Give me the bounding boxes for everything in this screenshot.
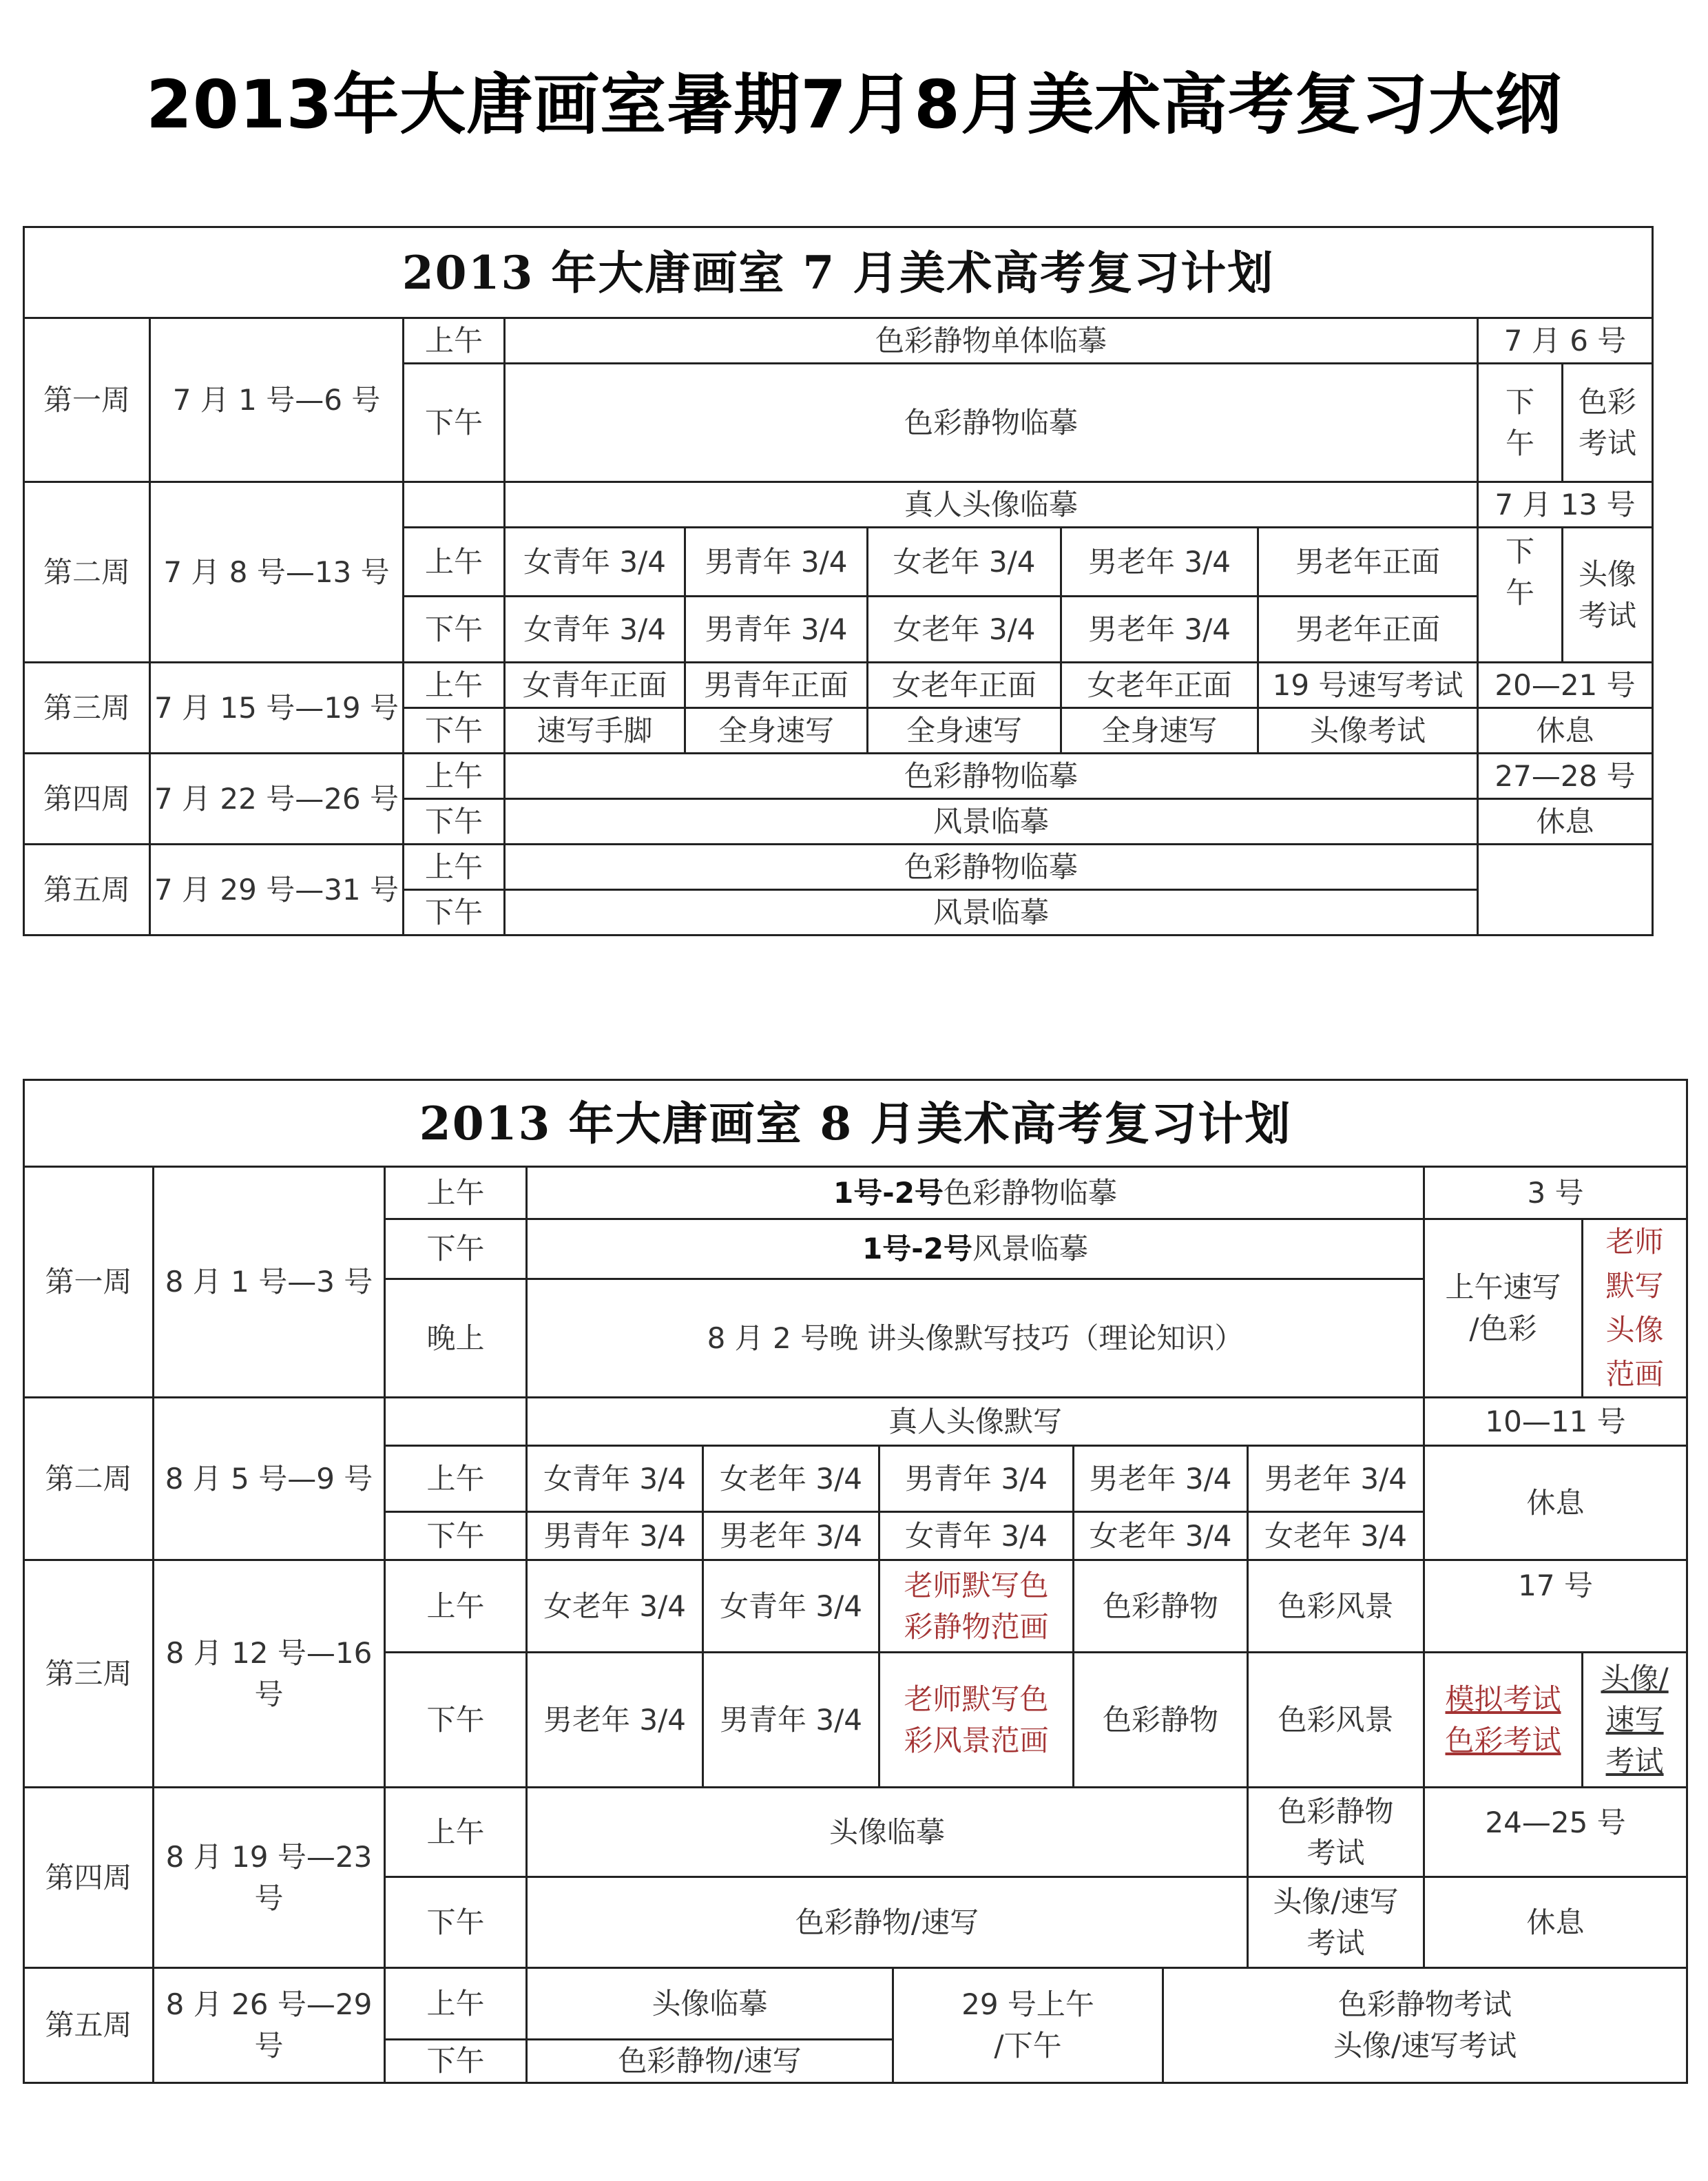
aug-week3-am-cell: 色彩静物 [1074,1560,1248,1653]
july-week2-pm-label: 下午 [404,597,505,663]
july-week2-side-pm-text: 下 午 [1505,535,1534,610]
july-week2-dates: 7 月 8 号—13 号 [150,482,404,663]
aug-week3-label: 第三周 [24,1560,154,1788]
aug-week2-dates: 8 月 5 号—9 号 [154,1398,385,1560]
aug-week2-blank [385,1398,527,1446]
aug-week4-label: 第四周 [24,1788,154,1968]
july-week2-pm-cell: 女青年 3/4 [505,597,685,663]
july-week3-am-cell: 男青年正面 [685,663,868,708]
july-week2-am-cell: 男老年 3/4 [1061,528,1258,597]
aug-week3-pm-teacher-demo-text: 老师默写色 彩风景范画 [904,1682,1049,1757]
aug-week1-side-right-text: 老师 默写 头像 范画 [1605,1225,1664,1391]
july-week3-am-label: 上午 [404,663,505,708]
aug-week3-am-teacher-demo [879,1560,1074,1653]
aug-week4-pm-exam [1248,1877,1424,1968]
july-week4-label: 第四周 [24,754,150,845]
august-schedule-table [23,1079,1688,2084]
aug-week4-dates [154,1788,385,1968]
july-week2-am-label: 上午 [404,528,505,597]
aug-week3-side-left-text: 模拟考试 色彩考试 [1445,1682,1561,1757]
july-week2-am-cell: 男老年正面 [1258,528,1478,597]
aug-week1-evening-task: 8 月 2 号晚 讲头像默写技巧（理论知识） [527,1279,1424,1398]
aug-week3-pm-cell: 男老年 3/4 [527,1653,703,1788]
july-plan-title: 2013 年大唐画室 7 月美术高考复习计划 [24,227,1653,318]
aug-week1-dates: 8 月 1 号—3 号 [154,1167,385,1398]
aug-week4-pm-exam-text: 头像/速写 考试 [1273,1884,1399,1960]
july-week3-am-cell: 女青年正面 [505,663,685,708]
aug-week1-pm-bold: 1号-2号 [862,1232,972,1265]
july-week4-side-am: 27—28 号 [1478,754,1653,799]
aug-week3-pm-label: 下午 [385,1653,527,1788]
july-week2-am-cell: 女老年 3/4 [868,528,1061,597]
july-schedule-table [23,226,1654,936]
aug-week1-evening-label: 晚上 [385,1279,527,1398]
aug-week4-am-exam-text: 色彩静物 考试 [1278,1794,1394,1870]
aug-week3-side-left [1424,1653,1583,1788]
aug-week2-label: 第二周 [24,1398,154,1560]
july-week2-am-cell: 女青年 3/4 [505,528,685,597]
aug-week3-am-label: 上午 [385,1560,527,1653]
aug-week3-pm-cell: 男青年 3/4 [703,1653,879,1788]
july-week3-label: 第三周 [24,663,150,754]
aug-week1-pm-task [527,1219,1424,1279]
aug-week5-exam-date-text: 29 号上午 /下午 [961,1987,1094,2063]
aug-week5-label: 第五周 [24,1968,154,2083]
aug-week5-dates [154,1968,385,2083]
aug-week2-pm-cell: 男青年 3/4 [527,1512,703,1560]
aug-week1-pm-label: 下午 [385,1219,527,1279]
july-week3-pm-cell: 速写手脚 [505,708,685,754]
july-week1-pm-task: 色彩静物临摹 [505,364,1478,482]
aug-week3-am-cell: 女青年 3/4 [703,1560,879,1653]
july-week2-label: 第二周 [24,482,150,663]
aug-week3-side-right [1583,1653,1687,1788]
aug-week1-label: 第一周 [24,1167,154,1398]
july-week3-side-am: 20—21 号 [1478,663,1653,708]
aug-week4-pm-label: 下午 [385,1877,527,1968]
july-week2-pm-cell: 男青年 3/4 [685,597,868,663]
aug-week1-side-right [1583,1219,1687,1398]
july-week3-pm-cell: 全身速写 [1061,708,1258,754]
aug-week4-am-label: 上午 [385,1788,527,1877]
july-week3-am-cell: 19 号速写考试 [1258,663,1478,708]
july-week2-side-date: 7 月 13 号 [1478,482,1653,528]
july-week3-pm-cell: 全身速写 [868,708,1061,754]
july-week2-pm-cell: 女老年 3/4 [868,597,1061,663]
july-week1-am-label: 上午 [404,318,505,364]
page-title: 2013年大唐画室暑期7月8月美术高考复习大纲 [146,66,1562,143]
aug-week3-am-cell: 色彩风景 [1248,1560,1424,1653]
july-week4-pm-label: 下午 [404,799,505,845]
july-week1-am-task: 色彩静物单体临摹 [505,318,1478,364]
aug-week2-am-cell: 女老年 3/4 [703,1446,879,1512]
aug-week3-pm-cell: 色彩静物 [1074,1653,1248,1788]
july-week4-pm-task: 风景临摹 [505,799,1478,845]
july-week5-side-empty [1478,845,1653,936]
july-week2-side-exam-text: 头像 考试 [1579,557,1637,632]
july-week4-dates: 7 月 22 号—26 号 [150,754,404,845]
july-week3-dates: 7 月 15 号—19 号 [150,663,404,754]
aug-week2-pm-cell: 男老年 3/4 [703,1512,879,1560]
july-week1-pm-label: 下午 [404,364,505,482]
july-week1-side-pm [1478,364,1563,482]
aug-week3-side-date: 17 号 [1424,1560,1687,1653]
july-week1-side-pm-text: 下 午 [1505,384,1534,460]
july-week5-am-task: 色彩静物临摹 [505,845,1478,890]
aug-week2-am-cell: 男老年 3/4 [1248,1446,1424,1512]
aug-week3-pm-teacher-demo [879,1653,1074,1788]
aug-week4-dates-text: 8 月 19 号—23 号 [165,1839,373,1915]
aug-week2-side-rest: 休息 [1424,1446,1687,1560]
aug-week2-pm-cell: 女老年 3/4 [1074,1512,1248,1560]
july-week1-dates: 7 月 1 号—6 号 [150,318,404,482]
aug-week5-exam-tasks-text: 色彩静物考试 头像/速写考试 [1333,1987,1517,2063]
july-week2-side-pm [1478,528,1563,663]
july-week4-side-pm: 休息 [1478,799,1653,845]
july-week5-pm-task: 风景临摹 [505,890,1478,936]
aug-week1-side-date: 3 号 [1424,1167,1687,1219]
july-week4-am-task: 色彩静物临摹 [505,754,1478,799]
july-week2-am-cell: 男青年 3/4 [685,528,868,597]
aug-week4-side-rest: 休息 [1424,1877,1687,1968]
aug-week2-side-date: 10—11 号 [1424,1398,1687,1446]
aug-week1-am-label: 上午 [385,1167,527,1219]
july-week1-label: 第一周 [24,318,150,482]
aug-week2-pm-cell: 女青年 3/4 [879,1512,1074,1560]
july-week3-am-cell: 女老年正面 [868,663,1061,708]
aug-week1-side-left-text: 上午速写 /色彩 [1445,1270,1561,1345]
july-week5-label: 第五周 [24,845,150,936]
aug-week5-dates-text: 8 月 26 号—29 号 [165,1987,373,2063]
aug-week2-am-cell: 女青年 3/4 [527,1446,703,1512]
july-week4-am-label: 上午 [404,754,505,799]
aug-week1-am-bold: 1号-2号 [833,1175,944,1210]
july-week1-side-exam [1563,364,1653,482]
aug-week4-am-task: 头像临摹 [527,1788,1248,1877]
aug-week2-pm-label: 下午 [385,1512,527,1560]
aug-week3-dates-text: 8 月 12 号—16 号 [165,1635,373,1711]
july-week3-pm-cell: 头像考试 [1258,708,1478,754]
aug-week2-am-cell: 男青年 3/4 [879,1446,1074,1512]
aug-week2-am-label: 上午 [385,1446,527,1512]
aug-week4-side-date: 24—25 号 [1424,1788,1687,1877]
july-week2-header: 真人头像临摹 [505,482,1478,528]
july-week5-pm-label: 下午 [404,890,505,936]
july-week3-pm-label: 下午 [404,708,505,754]
aug-week1-am-text: 色彩静物临摹 [943,1175,1117,1210]
aug-week1-pm-text: 风景临摹 [972,1232,1088,1265]
july-week1-side-exam-text: 色彩 考试 [1579,384,1637,460]
aug-week4-am-exam [1248,1788,1424,1877]
august-plan-title: 2013 年大唐画室 8 月美术高考复习计划 [24,1080,1687,1167]
july-week2-side-exam [1563,528,1653,663]
july-week2-pm-cell: 男老年 3/4 [1061,597,1258,663]
aug-week2-am-cell: 男老年 3/4 [1074,1446,1248,1512]
aug-week5-exam-tasks [1163,1968,1687,2083]
july-week5-dates: 7 月 29 号—31 号 [150,845,404,936]
july-week2-pm-cell: 男老年正面 [1258,597,1478,663]
july-week2-blank [404,482,505,528]
aug-week3-am-teacher-demo-text: 老师默写色 彩静物范画 [904,1568,1049,1644]
aug-week3-pm-cell: 色彩风景 [1248,1653,1424,1788]
aug-week1-am-task [527,1167,1424,1219]
july-week3-am-cell: 女老年正面 [1061,663,1258,708]
aug-week3-am-cell: 女老年 3/4 [527,1560,703,1653]
july-week5-am-label: 上午 [404,845,505,890]
aug-week3-side-right-text: 头像/ 速写 考试 [1601,1661,1669,1778]
aug-week5-pm-label: 下午 [385,2040,527,2083]
aug-week1-side-left [1424,1219,1583,1398]
july-week3-pm-cell: 全身速写 [685,708,868,754]
july-week3-side-pm: 休息 [1478,708,1653,754]
aug-week3-dates [154,1560,385,1788]
july-week1-side-date: 7 月 6 号 [1478,318,1653,364]
aug-week4-pm-task: 色彩静物/速写 [527,1877,1248,1968]
aug-week2-pm-cell: 女老年 3/4 [1248,1512,1424,1560]
aug-week2-header: 真人头像默写 [527,1398,1424,1446]
aug-week5-pm-task: 色彩静物/速写 [527,2040,893,2083]
aug-week5-am-task: 头像临摹 [527,1968,893,2040]
aug-week5-am-label: 上午 [385,1968,527,2040]
aug-week5-exam-date [893,1968,1163,2083]
